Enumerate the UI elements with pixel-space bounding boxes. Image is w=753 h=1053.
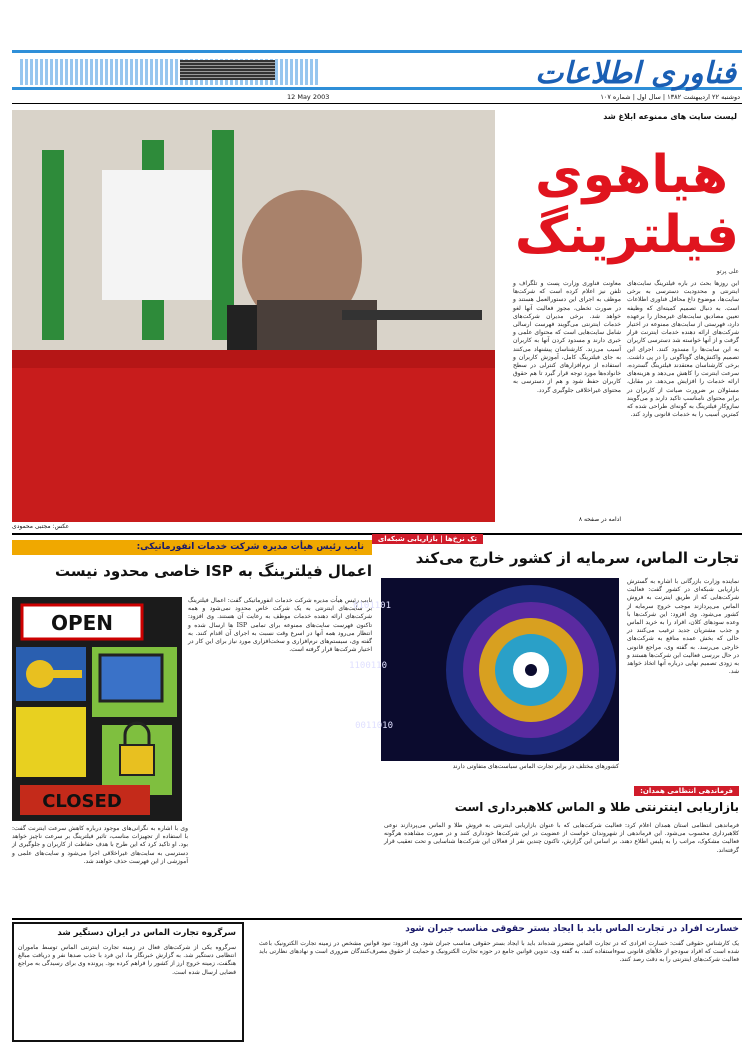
gold-story-body: فرماندهی انتظامی استان همدان اعلام کرد: فعالیت شرکت‌هایی که با عنوان بازاریابی اینترنتی به فروش طلا و الماس می‌پردازند نوعی کلاهبرداری محسوب می‌شود. این فرماندهی از شهروندان خواست از عضویت در این شرکت‌ها خودداری کنند و در صورت مشاهده هرگونه فعالیت مشکوک، مراتب را به پلیس اطلاع دهند. بر اساس این گزارش، تاکنون چندین نفر از فعالان این شرکت‌ها شناسایی و تحت تعقیب قرار گرفته‌اند. [384,822,739,854]
bottom-left-body: سرگروه یکی از شرکت‌های فعال در زمینه تجارت اینترنتی الماس توسط ماموران انتظامی دستگیر شد. به گزارش خبرنگار ما، این فرد با جذب صدها نفر و دریافت مبالغ هنگفت، زمینه خروج ارز از کشور را فراهم کرده بود. پرونده وی برای رسیدگی به مراجع قضایی ارسال شده است. [18,944,236,976]
headline-line-1: هیاهوی [534,145,729,205]
byline: علی پرتو [716,268,739,275]
divider [12,918,742,920]
photo-caption: عکس: مجتبی محمودی [12,523,70,530]
headline-line-2: فیلترینگ [514,205,739,265]
svg-text:OPEN: OPEN [50,611,114,635]
bottom-left-headline: سرگروه تجارت الماس در ایران دستگیر شد [57,928,236,938]
open-closed-illustration [12,597,182,821]
graphic-caption: کشورهای مختلف در برابر تجارت الماس سیاست‌های متفاوتی دارند [452,763,619,770]
svg-text:1100110: 1100110 [349,661,387,671]
gold-story-headline: بازاریابی اینترنتی طلا و الماس کلاهبرداری است [454,800,739,814]
top-story-column-right: این روزها بحث در باره فیلترینگ سایت‌های اینترنتی و محدودیت دسترسی به برخی سایت‌ها، موضوع داغ محافل فناوری اطلاعات است. به دنبال تصمیم کمیته‌ای که وظیفه تعیین مصادیق سایت‌های غیرمجاز را برعهده دارد، فهرستی از سایت‌های ممنوعه در اختیار شرکت‌های ارائه دهنده خدمات اینترنت قرار گرفت و از آنها خواسته شد دسترسی کاربران به این سایت‌ها را مسدود کنند. اجرای این تصمیم واکنش‌های گوناگونی را در پی داشت. برخی کارشناسان معتقدند فیلترینگ گسترده، سرعت اینترنت را کاهش می‌دهد و هزینه‌های ارائه خدمات را افزایش می‌دهد. در مقابل، مسئولان بر ضرورت صیانت از کاربران در برابر محتوای نامناسب تاکید دارند و می‌گویند سازوکار فیلترینگ به گونه‌ای طراحی شده که کمترین آسیب را به خدمات قانونی وارد کند. [627,280,739,419]
continued-note: ادامه در صفحه ۸ [578,516,621,523]
binary-disc-icon [349,578,619,761]
diamond-story-headline: تجارت الماس، سرمایه از کشور خارج می‌کند [415,549,739,567]
bottom-right-body: یک کارشناس حقوقی گفت: خسارت افرادی که در تجارت الماس متضرر شده‌اند باید با ایجاد بستر حقوقی مناسب جبران شود. وی افزود: نبود قوانین مشخص در زمینه تجارت الکترونیک باعث شده است که افراد سودجو از خلأهای قانونی سوءاستفاده کنند. به گفته وی، تدوین قوانین جامع در حوزه تجارت الکترونیک و حمایت از حقوق مصرف‌کنندگان ضروری است و نهادهای نظارتی باید فعالیت شرکت‌های اینترنتی را به دقت رصد کنند. [259,940,739,964]
svg-text:CLOSED: CLOSED [42,791,122,812]
left-story-body-2: وی با اشاره به نگرانی‌های موجود درباره کاهش سرعت اینترنت گفت: با استفاده از تجهیزات مناسب، تاثیر فیلترینگ بر سرعت ناچیز خواهد بود. او تاکید کرد که این طرح با هدف حفاظت از کاربران و جلوگیری از دسترسی به سایت‌های غیراخلاقی اجرا می‌شود و سایت‌های علمی و آموزشی از این فهرست حذف خواهند شد. [12,825,188,865]
left-story-headline: اعمال فیلترینگ به ISP خاصی محدود نیست [55,562,372,580]
top-story-column-left: معاونت فناوری وزارت پست و تلگراف و تلفن نیز اعلام کرده است که شرکت‌ها موظف به اجرای این دستورالعمل هستند و در صورت تخطی، مجوز فعالیت آنها لغو خواهد شد. برخی مدیران شرکت‌های خدمات اینترنتی می‌گویند فهرست ارسالی شامل سایت‌هایی است که محتوای علمی و خبری دارند و مسدود کردن آنها به کاربران آسیب می‌زند. کارشناسان پیشنهاد می‌کنند به جای فیلترینگ کامل، آموزش کاربران و استفاده از نرم‌افزارهای کنترلی در سطح خانواده‌ها مورد توجه قرار گیرد تا هم حقوق کاربران حفظ شود و هم از دسترسی به محتوای غیراخلاقی جلوگیری گردد. [513,280,621,394]
svg-text:0101101: 0101101 [353,601,391,611]
gold-story-tab: فرماندهی انتظامی همدان: [634,786,739,796]
top-story-headline [514,145,739,265]
bottom-left-box [12,922,244,1042]
masthead-pattern [20,59,320,85]
left-story-bar-text: نایب رئیس هیأت مدیره شرکت خدمات انفورماتیکی: [136,542,364,552]
diamond-story-body: نماینده وزارت بازرگانی با اشاره به گسترش بازاریابی شبکه‌ای در کشور گفت: فعالیت شرکت‌هایی که از طریق اینترنت به فروش الماس می‌پردازند موجب خروج سرمایه از کشور می‌شود. وی افزود: این شرکت‌ها با وعده سودهای کلان، افراد را به خرید الماس و جذب مشتریان جدید ترغیب می‌کنند در حالی که بخش عمده منافع به شرکت‌های خارجی می‌رسد. به گفته وی، مراجع قانونی در حال بررسی فعالیت این شرکت‌ها هستند و به زودی تصمیم نهایی درباره آنها اتخاذ خواهد شد. [626,578,739,676]
divider [12,103,742,104]
conference-photo [12,110,495,522]
bottom-right-headline: خسارت افراد در تجارت الماس باید با ایجاد بستر حقوقی مناسب جبران شود [405,924,739,934]
diamond-story-tab: تک نرخ‌ها | بازاریابی شبکه‌ای [372,534,483,544]
left-story-body-1: نایب رئیس هیأت مدیره شرکت خدمات انفورماتیکی گفت: اعمال فیلترینگ بر سایت‌های اینترنتی به یک شرکت خاص محدود نمی‌شود و همه شرکت‌های ارائه دهنده خدمات موظف به رعایت آن هستند. وی افزود: تاکنون فهرست سایت‌های ممنوعه برای تمامی ISP ها ارسال شده و انتظار می‌رود همه آنها در اسرع وقت نسبت به اجرای آن اقدام کنند. به گفته وی، سیستم‌های نرم‌افزاری و سخت‌افزاری مورد نیاز برای این کار در اختیار شرکت‌ها قرار گرفته است. [188,597,372,654]
date-persian: دوشنبه ۲۲ اردیبهشت ۱۳۸۲ | سال اول | شماره ۱۰۷ [600,93,740,101]
speaker-illustration-icon [12,110,495,522]
top-story-kicker: لیست سایت های ممنوعه ابلاغ شد [603,112,737,121]
left-story-bar [12,540,372,555]
binary-disc-graphic [349,578,619,761]
open-closed-sign-icon [12,597,182,821]
masthead-dark-block [180,60,275,80]
masthead [12,50,742,90]
newspaper-logo: فناوری اطلاعات [535,55,736,91]
svg-text:0011010: 0011010 [355,721,393,731]
dateline [12,93,742,101]
date-english: 12 May 2003 [287,93,330,101]
